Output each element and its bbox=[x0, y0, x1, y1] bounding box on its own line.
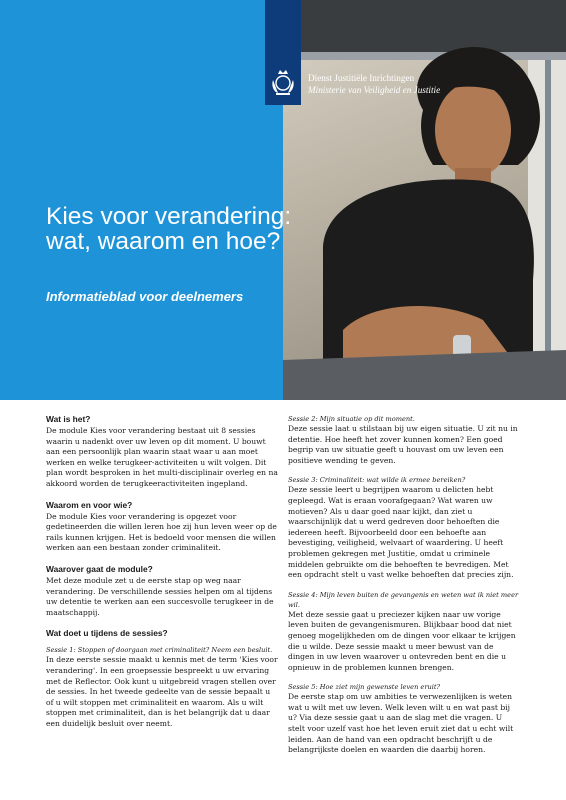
session-text: In deze eerste sessie maakt u kennis met de term 'Kies voor verandering'. In een groepsessie bespreekt u uw ervaring met de Reflector. Ook kunt u uitgebreid vragen stellen over de sessies. In het tweede gedeelte van de sessie bepaalt u of u wilt stoppen met criminaliteit en waarom. Als u wilt stoppen met criminaliteit, dan is het belangrijk dat u daar een duidelijk besluit over neemt. bbox=[46, 655, 278, 728]
royal-crest-icon bbox=[270, 68, 296, 98]
section-waarover bbox=[46, 564, 278, 618]
page-subtitle: Informatieblad voor deelnemers bbox=[46, 289, 244, 304]
organization-name bbox=[308, 72, 440, 96]
session-label: Sessie 3: Criminaliteit: wat wilde ik ermee bereiken? bbox=[288, 476, 466, 485]
session-3 bbox=[288, 475, 520, 580]
session-text: Met deze sessie gaat u preciezer kijken naar uw vorige leven buiten de gevangenismuren. Blijkbaar bood dat niet genoeg mogelijkheden om de dingen voor elkaar te krijgen die u wilde. Deze sessie maakt u meer bewust van de dingen in uw leven waarover u ontevreden bent en die u opnieuw in de problemen kunnen brengen. bbox=[288, 609, 516, 672]
section-sessies bbox=[46, 628, 278, 729]
page-title: Kies voor verandering: wat, waarom en hoe? bbox=[46, 203, 292, 255]
session-text: De eerste stap om uw ambities te verwezenlijken is weten wat u wilt met uw leven. Welk leven wilt u en wat past bij u? Via deze sessie gaat u aan de slag met die vragen. U stelt voor uzelf vast hoe het leven eruit ziet dat u echt wilt leiden. Aan de hand van een opdracht beschrijft u de belangrijkste doelen en waarden die daarbij horen. bbox=[288, 692, 514, 755]
session-label: Sessie 5: Hoe ziet mijn gewenste leven eruit? bbox=[288, 683, 441, 692]
org-line-1: Dienst Justitiële Inrichtingen bbox=[308, 73, 415, 83]
section-heading: Wat is het? bbox=[46, 414, 91, 424]
section-heading: Waarover gaat de module? bbox=[46, 563, 153, 574]
session-2 bbox=[288, 414, 520, 466]
section-text: Met deze module zet u de eerste stap op weg naar verandering. De verschillende sessies helpen om al tijdens uw detentie te werken aan een succesvolle terugkeer in de maatschappij. bbox=[46, 575, 274, 617]
session-label: Sessie 1: Stoppen of doorgaan met criminaliteit? Neem een besluit. bbox=[46, 646, 273, 655]
section-heading: Waarom en voor wie? bbox=[46, 499, 133, 510]
section-wat-is-het bbox=[46, 414, 278, 490]
section-text: De module Kies voor verandering is opgezet voor gedetineerden die willen leren hoe zij hun leven weer op de rails kunnen krijgen. Het is bedoeld voor mensen die willen werken aan een bestaan zonder criminaliteit. bbox=[46, 511, 277, 553]
org-line-2: Ministerie van Veiligheid en Justitie bbox=[308, 85, 441, 95]
logo-block bbox=[265, 0, 301, 105]
session-text: Deze sessie leert u begrijpen waarom u delicten hebt gepleegd. Wat is eraan voorafgegaan? Wat waren uw motieven? Als u daar goed naar kijkt, dan ziet u waarschijnlijk dat u werd gedreven door behoeften die iedereen heeft. Bijvoorbeeld door een behoefte aan bevestiging, veiligheid, welvaart of waardering. U heeft problemen gekregen met Justitie, omdat u criminele middelen gebruikte om die behoeften te bevredigen. Met een opdracht stelt u vast welke behoeften dat precies zijn. bbox=[288, 485, 514, 580]
cover-photo bbox=[283, 0, 566, 400]
right-column bbox=[288, 414, 520, 765]
section-heading: Wat doet u tijdens de sessies? bbox=[46, 628, 168, 639]
session-5 bbox=[288, 682, 520, 756]
session-4 bbox=[288, 590, 520, 674]
session-1 bbox=[46, 645, 278, 729]
section-text: De module Kies voor verandering bestaat uit 8 sessies waarin u nadenkt over uw leven op dit moment. U bouwt aan een persoonlijk plan waarin staat waar u aan moet werken en welke terugkeer-activiteiten u wilt volgen. Dit plan wordt besproken in het multi-disciplinair overleg en na akkoord worden de terugkeeractiviteiten ingepland. bbox=[46, 426, 278, 488]
session-label: Sessie 4: Mijn leven buiten de gevangenis en weten wat ik niet meer wil. bbox=[288, 590, 519, 609]
session-text: Deze sessie laat u stilstaan bij uw eigen situatie. U zit nu in detentie. Hoe heeft het zover kunnen komen? Een goed begrip van uw situatie geeft u houvast om uw leven een positieve wending te geven. bbox=[288, 424, 518, 465]
session-label: Sessie 2: Mijn situatie op dit moment. bbox=[288, 415, 415, 423]
section-waarom bbox=[46, 500, 278, 554]
photo-illustration bbox=[283, 0, 566, 400]
left-column bbox=[46, 414, 278, 739]
